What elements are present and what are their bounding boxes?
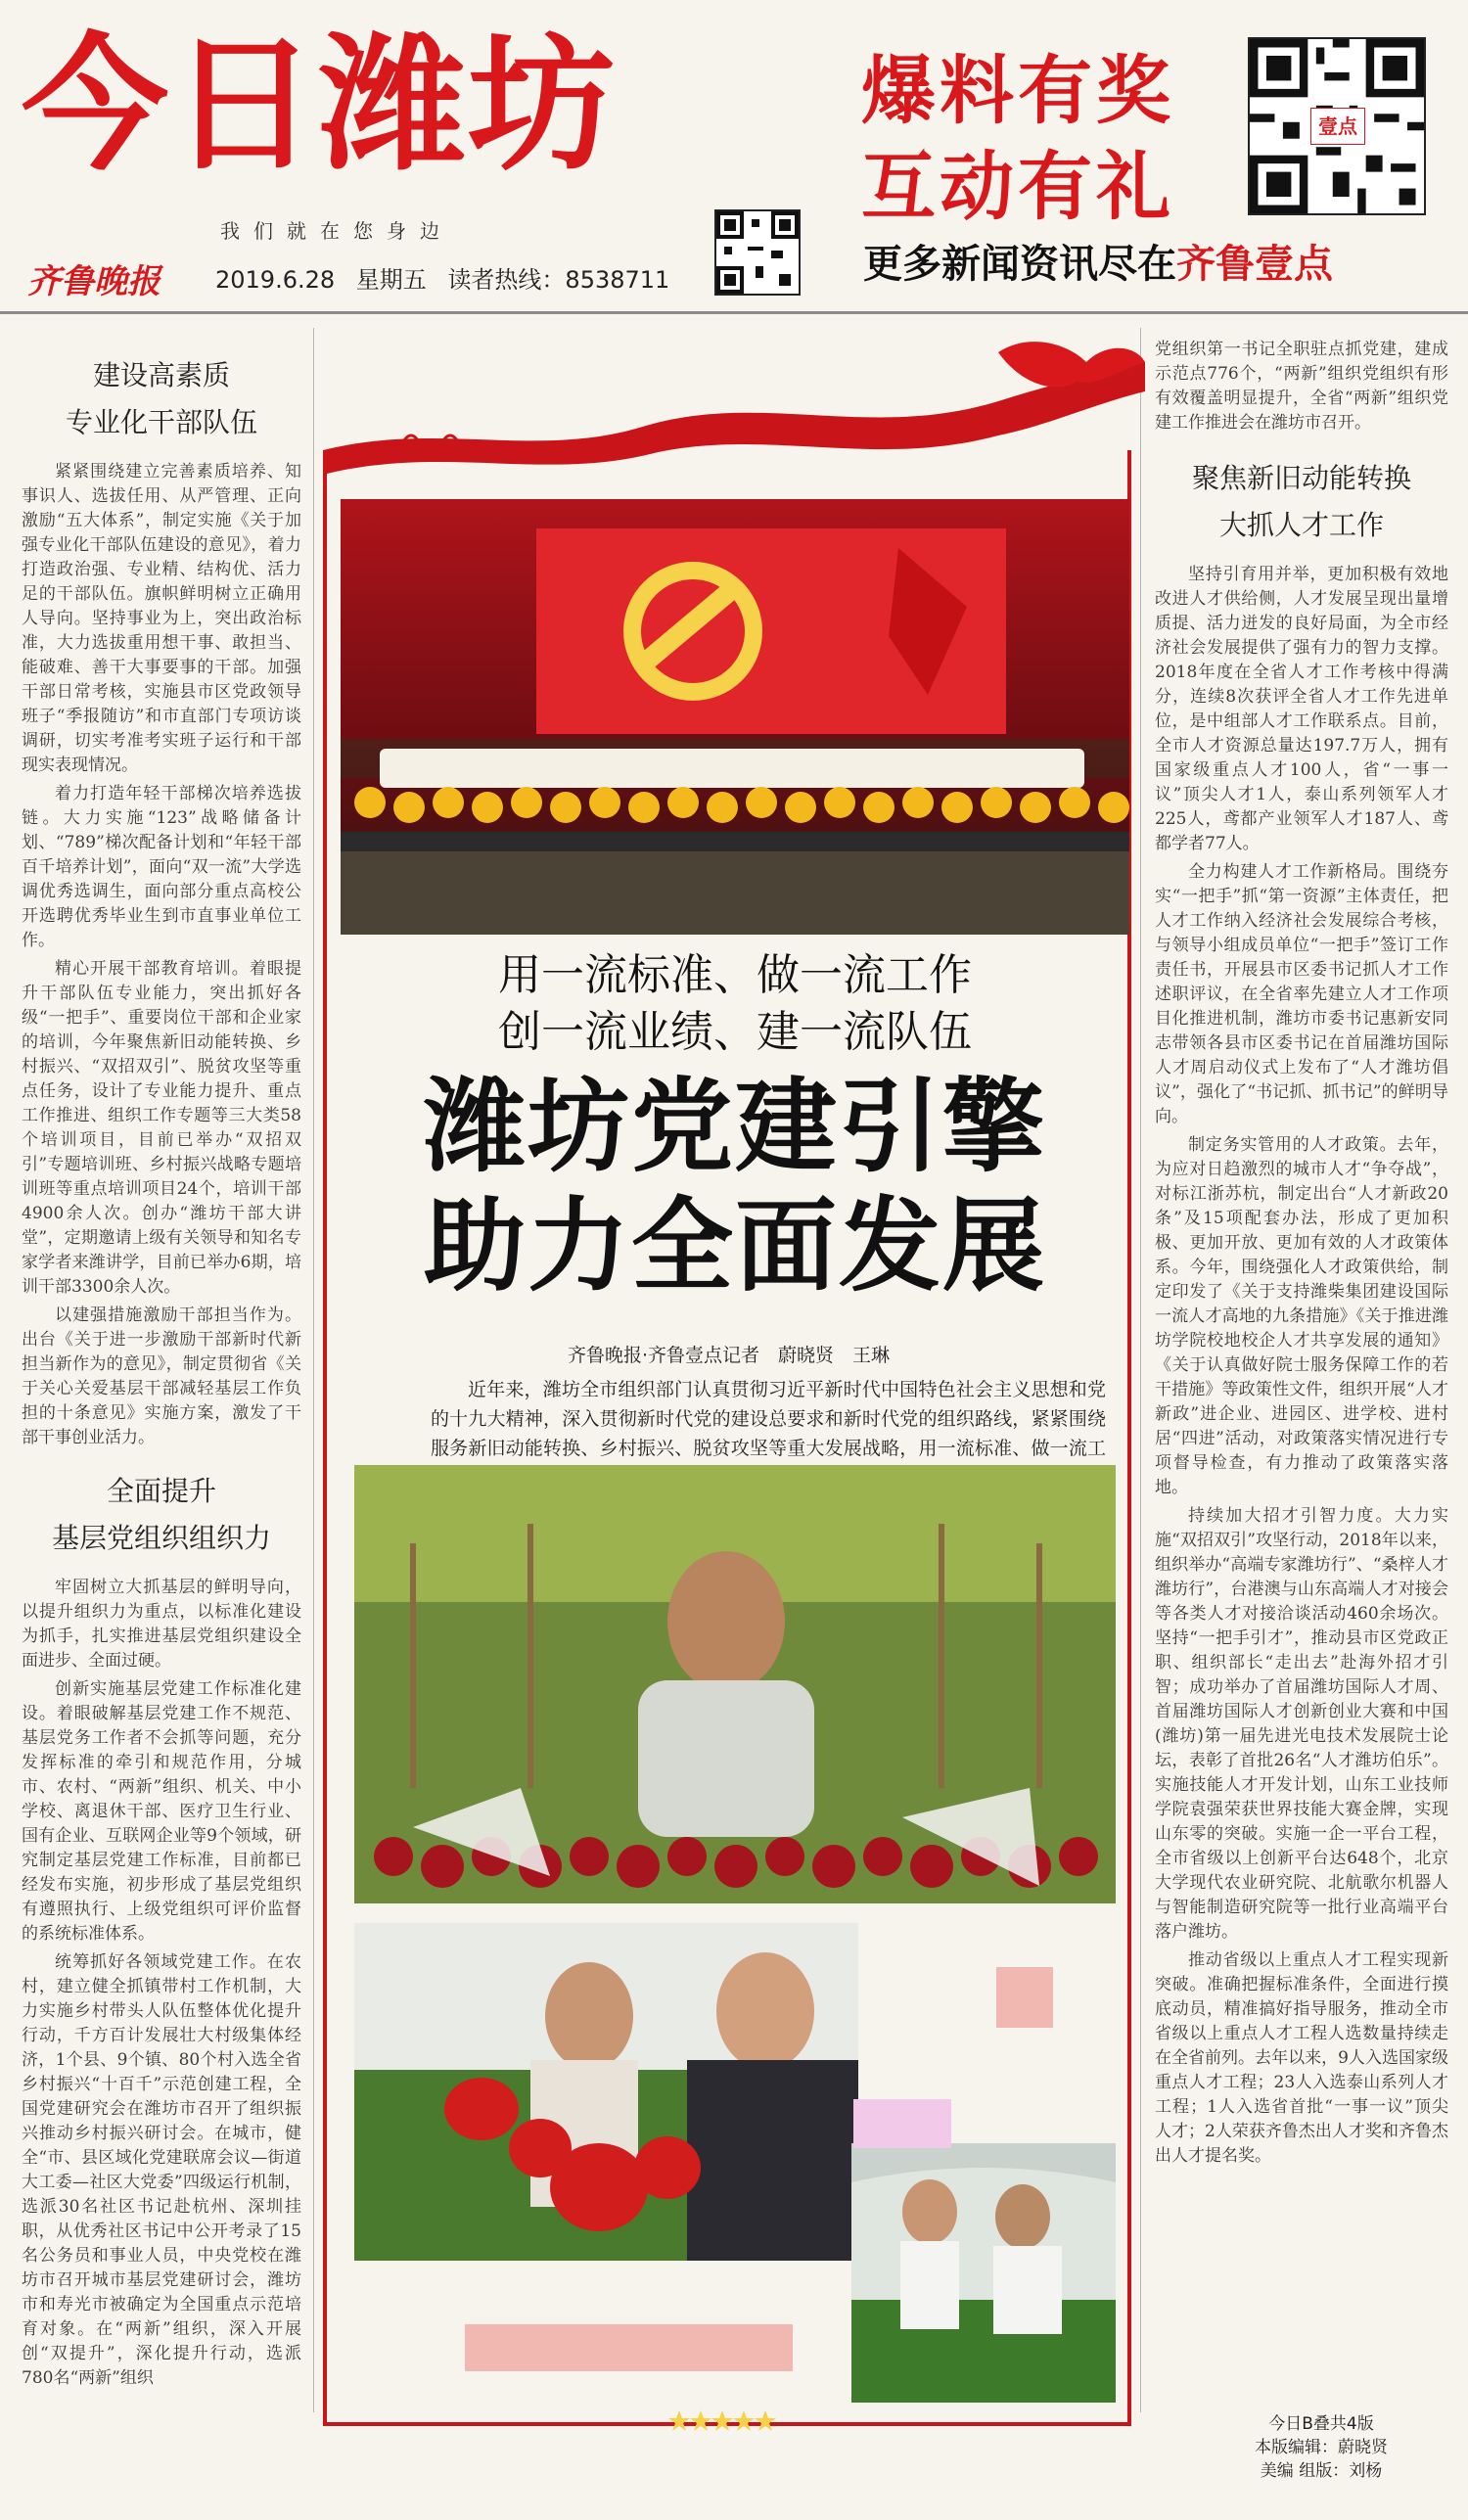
qr-code-large[interactable] — [1248, 37, 1426, 215]
section-title-line: 大抓人才工作 — [1218, 509, 1384, 541]
headline-deck-2: 创一流业绩、建一流队伍 — [498, 1007, 972, 1057]
section-title-cadres — [22, 352, 301, 446]
lead-paragraph: 近年来，潍坊全市组织部门认真贯彻习近平新时代中国特色社会主义思想和党的十九大精神，深入贯彻新时代党的建设总要求和新时代党的组织路线，紧紧围绕服务新旧动能转换、乡村振兴、脱贫攻坚等重大发展战略，用一流标准、做一流工 — [431, 1379, 1106, 1459]
article-paragraph: 紧紧围绕建立完善素质培养、知事识人、选拔任用、从严管理、正向激励“五大体系”，制定实施《关于加强专业化干部队伍建设的意见》，着力打造政治强、专业精、结构优、活力足的干部队伍。旗帜鲜明树立正确用人导向。坚持事业为上，突出政治标准，大力选拔重用想干事、敢担当、能破难、善干大事要事的干部。加强干部日常考核，实施县市区党政领导班子“季报随访”和市直部门专项访谈调研，切实考准考实班子运行和干部现实表现情况。 — [22, 462, 301, 775]
greenhouse-image — [851, 2143, 1116, 2403]
section-title-line: 聚焦新旧动能转换 — [1191, 462, 1411, 494]
section-title-line: 全面提升 — [106, 1475, 216, 1507]
qr-code-small[interactable] — [714, 209, 801, 296]
masthead-motto: 我们就在您身边 — [220, 219, 453, 243]
credits-editor: 本版编辑：蔚晓贤 — [1255, 2438, 1388, 2457]
promo-line — [863, 233, 1333, 289]
slogan-line-1: 爆料有奖 — [861, 47, 1174, 134]
article-paragraph: 着力打造年轻干部梯次培养选拔链。大力实施“123”战略储备计划、“789”梯次配备计划和“年轻干部百千培养计划”，面向“双一流”大学选调优秀选调生，面向部分重点高校公开选聘优秀毕业生到市直事业单位工作。 — [22, 784, 301, 950]
placeholder-block — [996, 1967, 1053, 2028]
article-paragraph: 坚持引育用并举，更加积极有效地改进人才供给侧，人才发展呈现出量增质提、活力迸发的良好局面，为全市经济社会发展提供了强有力的智力支撑。2018年度在全省人才工作考核中得满分，连续8次获评全省人才工作先进单位，是中组部人才工作联系点。目前，全市人才资源总量达197.7万人，拥有国家级重点人才100人，省“一事一议”顶尖人才1人，泰山系列领军人才225人，鸢都产业领军人才187人、鸢都学者77人。 — [1155, 565, 1448, 853]
reader-hotline: 读者热线：8538711 — [447, 266, 670, 294]
masthead-divider — [0, 311, 1468, 314]
promo-prefix: 更多新闻资讯尽在 — [863, 242, 1176, 287]
headline-deck-1: 用一流标准、做一流工作 — [498, 950, 972, 1000]
dateline — [215, 260, 669, 295]
photo-pepper-farmers — [354, 1923, 858, 2261]
credits-edition: 今日B叠共4版 — [1268, 2414, 1374, 2434]
article-paragraph: 精心开展干部教育培训。着眼提升干部队伍专业能力，突出抓好各级“一把手”、重要岗位干部和企业家的培训，今年聚焦新旧动能转换、乡村振兴、“双招双引”、脱贫攻坚等重点任务，设计了专业能力提升、重点工作推进、组织工作专题等三大类58个培训项目，目前已举办“双招双引”专题培训班、乡村振兴战略专题培训班等重点培训项目24个，培训干部4900余人次。创办“潍坊干部大讲堂”，定期邀请上级有关领导和知名专家学者来潍讲学，目前已举办6期，培训干部3300余人次。 — [22, 959, 301, 1297]
promo-app-name: 齐鲁壹点 — [1176, 242, 1333, 287]
stars-decoration — [668, 2407, 776, 2437]
column-divider-right — [1140, 328, 1141, 2412]
article-paragraph: 持续加大招才引智力度。大力实施“双招双引”攻坚行动，2018年以来，组织举办“高端专家潍坊行”、“桑梓人才潍坊行”，台港澳与山东高端人才对接会等各类人才对接洽谈活动460余场次。坚持“一把手引才”，推动县市区党政正职、组织部长“走出去”赴海外招才引智；成功举办了首届潍坊国际人才周、首届潍坊国际人才创新创业大赛和中国(潍坊)第一届先进光电技术发展院士论坛，表彰了首批26名“人才潍坊伯乐”。实施技能人才开发计划，山东工业技师学院袁强荣获世界技能大赛金牌，实现山东零的突破。实施一企一平台工程，全市省级以上创新平台达648个，北京大学现代农业研究院、北航歌尔机器人与智能制造研究院等一批行业高端平台落户潍坊。 — [1155, 1506, 1448, 1942]
byline: 齐鲁晚报·齐鲁壹点记者 蔚晓贤 王琳 — [568, 1345, 891, 1366]
headline-main-2: 助力全面发展 — [423, 1186, 1046, 1306]
section-title-line: 专业化干部队伍 — [65, 406, 257, 438]
section-title-line: 基层党组织组织力 — [51, 1522, 271, 1554]
section-title-line: 建设高素质 — [92, 359, 230, 391]
qr-center-label: 壹点 — [1310, 108, 1365, 145]
headline-main-1: 潍坊党建引擎 — [423, 1067, 1046, 1186]
article-paragraph: 牢固树立大抓基层的鲜明导向，以提升组织力为重点，以标准化建设为抓手，扎实推进基层党组织建设全面进步、全面过硬。 — [22, 1578, 301, 1671]
page-credits — [1214, 2412, 1429, 2483]
article-paragraph: 以建强措施激励干部担当作为。出台《关于进一步激励干部新时代新担当新作为的意见》，制定贯彻省《关于关心关爱基层干部减轻基层工作负担的十条意见》实施方案，激发了干部干事创业活力。 — [22, 1306, 301, 1447]
pepper-farmers-image — [354, 1923, 858, 2261]
issue-date: 2019.6.28 — [215, 266, 336, 294]
section-title-talent — [1155, 455, 1448, 549]
article-paragraph: 全力构建人才工作新格局。围绕夯实“一把手”抓“第一资源”主体责任，把人才工作纳入经济社会发展综合考核，与领导小组成员单位“一把手”签订工作责任书，开展县市区委书记抓人才工作述职评议，在全省率先建立人才工作项目化推进机制，潍坊市委书记惠新安同志带领各县市区委书记在首届潍坊国际人才周启动仪式上发布了“人才潍坊倡议”，强化了“书记抓、抓书记”的鲜明导向。 — [1155, 862, 1448, 1126]
qr-pattern-icon — [716, 211, 799, 294]
masthead-title: 今日潍坊 — [22, 21, 618, 191]
column-divider-left — [313, 328, 314, 2412]
article-paragraph: 党组织第一书记全职驻点抓党建，建成示范点776个，“两新”组织党组织有形有效覆盖明显提升，全省“两新”组织党建工作推进会在潍坊市召开。 — [1155, 340, 1448, 433]
article-paragraph: 制定务实管用的人才政策。去年，为应对日趋激烈的城市人才“争夺战”，对标江浙苏杭，制定出台“人才新政20条”及15项配套办法，形成了更加积极、更加开放、更加有效的人才政策体系。今年，围绕强化人才政策供给，制定印发了《关于支持潍柴集团建设国际一流人才高地的九条措施》《关于推进潍坊学院校地校企人才共享发展的通知》《关于认真做好院士服务保障工作的若干措施》等政策性文件，组织开展“人才新政”进企业、进园区、进学校、进村居“四进”活动，对政策落实情况进行专项督导检查，有力推动了政策落实落地。 — [1155, 1135, 1448, 1497]
right-column — [1155, 338, 1448, 2173]
left-column — [22, 352, 301, 2395]
article-paragraph: 统筹抓好各领域党建工作。在农村，建立健全抓镇带村工作机制，大力实施乡村带头人队伍整体优化提升行动，千方百计发展壮大村级集体经济，1个县、9个镇、80个村入选全省乡村振兴“十百千”示范创建工程，全国党建研究会在潍坊市召开了组织振兴推动乡村振兴研讨会。在城市，健全“市、县区域化党建联席会议—街道大工委—社区大党委”四级运行机制，选派30名社区书记赴杭州、深圳挂职，从优秀社区书记中公开考录了15名公务员和事业人员，中央党校在潍坊市召开城市基层党建研讨会，潍坊市和寿光市被确定为全国重点示范培育对象。在“两新”组织，深入开展创“双提升”，深化提升行动，选派780名“两新”组织 — [22, 1952, 301, 2388]
slogan-line-2: 互动有礼 — [861, 143, 1174, 230]
party-stage-image — [341, 499, 1129, 935]
issue-weekday: 星期五 — [355, 266, 427, 294]
section-title-grassroots — [22, 1468, 301, 1562]
brand-logo: 齐鲁晚报 — [27, 262, 161, 301]
photo-party-stage — [341, 499, 1129, 935]
article-paragraph: 推动省级以上重点人才工程实现新突破。准确把握标准条件，全面进行摸底动员，精准搞好指导服务，推动全市省级以上重点人才工程人选数量持续走在全省前列。去年以来，9人入选国家级重点人才工程；23人入选泰山系列人才工程；1人入选省首批“一事一议”顶尖人才；2人荣获齐鲁杰出人才奖和齐鲁杰出人才提名奖。 — [1155, 1950, 1448, 2166]
photo-grape-farmer — [354, 1465, 1116, 1903]
placeholder-block — [853, 2099, 951, 2148]
placeholder-block — [465, 2324, 793, 2371]
grape-farmer-image — [354, 1465, 1116, 1903]
article-paragraph: 创新实施基层党建工作标准化建设。着眼破解基层党建工作不规范、基层党务工作者不会抓等问题，充分发挥标准的牵引和规范作用，分城市、农村、“两新”组织、机关、中小学校、离退休干部、医疗卫生行业、国有企业、互联网企业等9个领域，研究制定基层党建工作标准，目前都已经发布实施，初步形成了基层党组织有遵照执行、上级党组织可评价监督的系统标准体系。 — [22, 1679, 301, 1944]
credits-design: 美编 组版：刘杨 — [1260, 2461, 1383, 2481]
photo-greenhouse — [851, 2143, 1116, 2403]
